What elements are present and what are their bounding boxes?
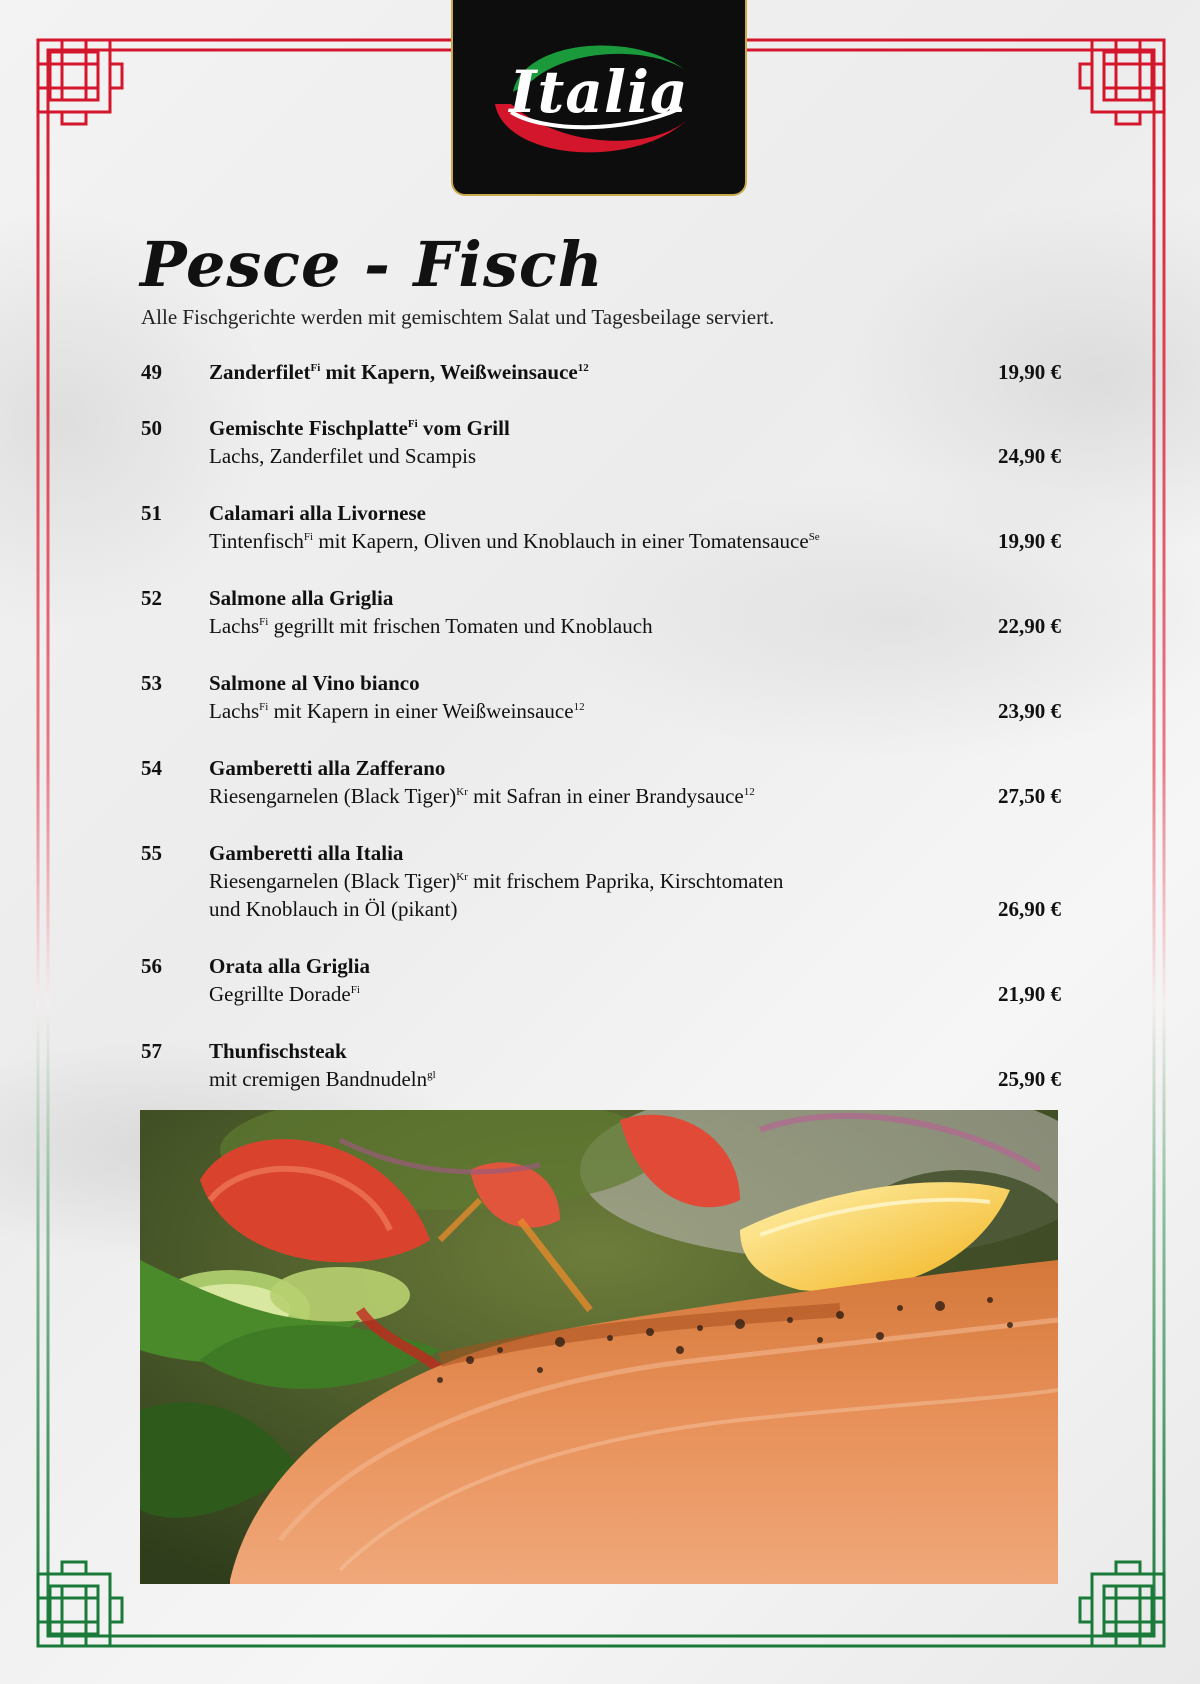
item-description-line2: und Knoblauch in Öl (pikant) bbox=[209, 897, 458, 921]
item-number: 52 bbox=[141, 586, 162, 610]
item-number: 51 bbox=[141, 501, 162, 525]
item-price: 24,90 € bbox=[998, 444, 1061, 468]
page-subtitle: Alle Fischgerichte werden mit gemischtem Salat und Tagesbeilage serviert. bbox=[141, 305, 775, 329]
salmon-salad-illustration-icon bbox=[140, 1110, 1058, 1584]
item-number: 54 bbox=[141, 756, 162, 780]
item-description: Tintenfisch$^{Fi}$ mit Kapern, Oliven und Knoblauch in einer Tomatensauce$^{Se}$ bbox=[209, 529, 820, 553]
item-title: Gamberetti alla Italia bbox=[209, 841, 404, 865]
item-number: 49 bbox=[141, 360, 162, 384]
item-description: Lachs$^{Fi}$ mit Kapern in einer Weißweinsauce$^{12}$ bbox=[209, 699, 585, 723]
item-number: 55 bbox=[141, 841, 162, 865]
item-price: 27,50 € bbox=[998, 784, 1061, 808]
logo-badge bbox=[451, 0, 747, 196]
item-number: 53 bbox=[141, 671, 162, 695]
item-price: 19,90 € bbox=[998, 529, 1061, 553]
item-title: Orata alla Griglia bbox=[209, 954, 370, 978]
corner-ornament-bottom-right bbox=[1080, 1562, 1164, 1646]
item-title: Calamari alla Livornese bbox=[209, 501, 426, 525]
item-price: 25,90 € bbox=[998, 1067, 1061, 1091]
item-description: mit cremigen Bandnudeln$^{gl}$ bbox=[209, 1067, 436, 1091]
item-price: 21,90 € bbox=[998, 982, 1061, 1006]
corner-ornament-bottom-left bbox=[38, 1562, 122, 1646]
corner-ornament-top-left bbox=[38, 40, 122, 124]
item-price: 23,90 € bbox=[998, 699, 1061, 723]
item-number: 57 bbox=[141, 1039, 162, 1063]
item-title: Zanderfilet$^{Fi}$ mit Kapern, Weißweinsauce$^{12}$ bbox=[209, 360, 589, 384]
item-description: Riesengarnelen (Black Tiger)$^{Kr}$ mit Safran in einer Brandysauce$^{12}$ bbox=[209, 784, 755, 808]
item-title: Gamberetti alla Zafferano bbox=[209, 756, 446, 780]
item-number: 56 bbox=[141, 954, 162, 978]
corner-ornament-top-right bbox=[1080, 40, 1164, 124]
item-description: Riesengarnelen (Black Tiger)$^{Kr}$ mit frischem Paprika, Kirschtomaten bbox=[209, 869, 784, 893]
item-description: Lachs, Zanderfilet und Scampis bbox=[209, 444, 477, 468]
item-title: Salmone al Vino bianco bbox=[209, 671, 420, 695]
page-title: Pesce - Fisch bbox=[140, 228, 604, 301]
item-price: 19,90 € bbox=[998, 360, 1061, 384]
logo-text: Italia bbox=[509, 58, 689, 126]
item-price: 26,90 € bbox=[998, 897, 1061, 921]
item-description: Gegrillte Dorade$^{Fi}$ bbox=[209, 982, 360, 1006]
item-price: 22,90 € bbox=[998, 614, 1061, 638]
item-number: 50 bbox=[141, 416, 162, 440]
item-title: Thunfischsteak bbox=[209, 1039, 347, 1063]
salmon-salad-photo bbox=[140, 1110, 1058, 1584]
item-title: Salmone alla Griglia bbox=[209, 586, 394, 610]
item-description: Lachs$^{Fi}$ gegrillt mit frischen Tomaten und Knoblauch bbox=[209, 614, 653, 638]
item-title: Gemischte Fischplatte$^{Fi}$ vom Grill bbox=[209, 416, 510, 440]
